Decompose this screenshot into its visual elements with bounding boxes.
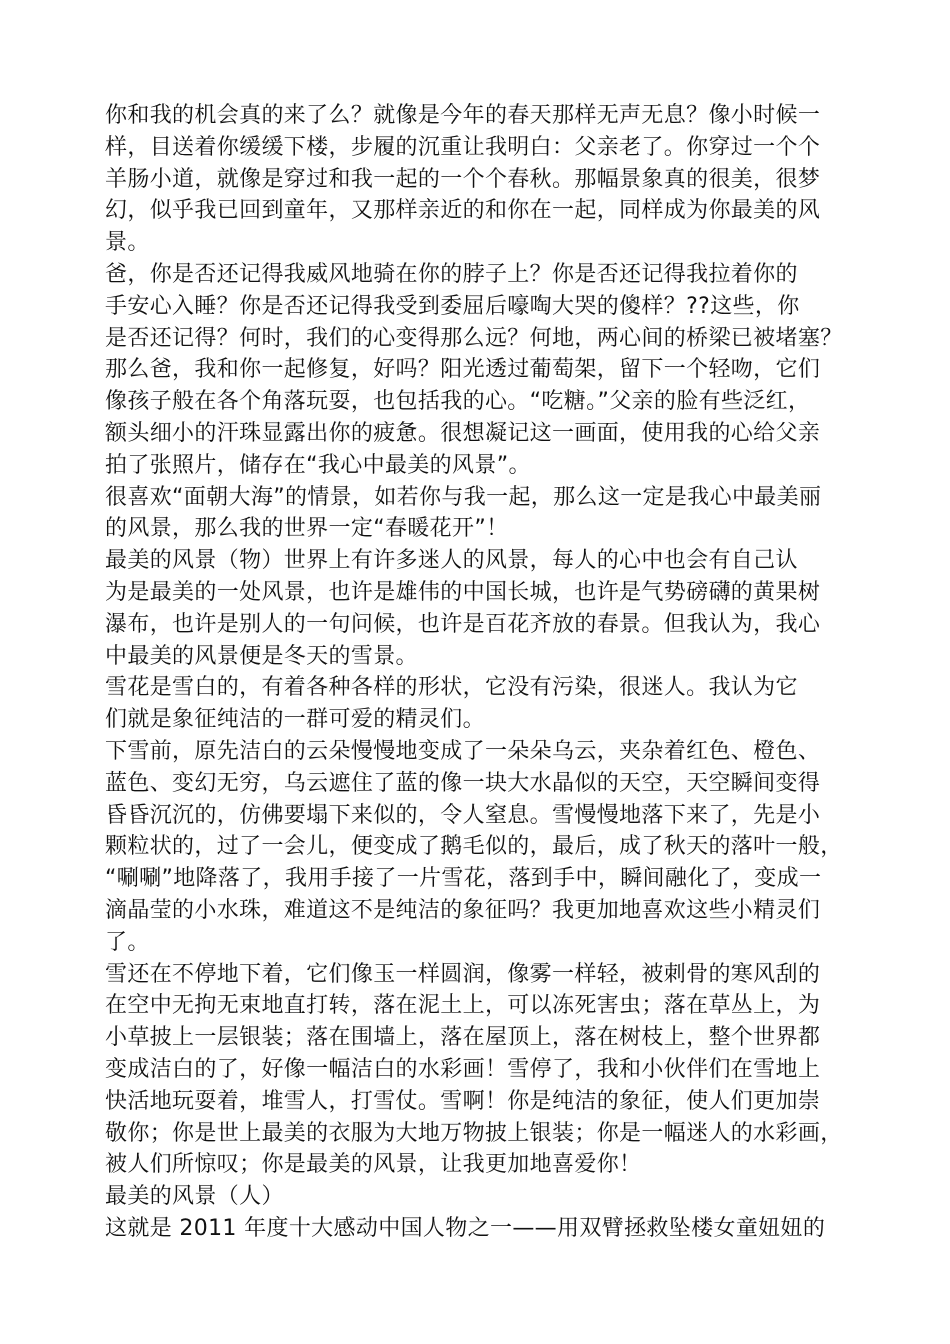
- text-line: 敬你；你是世上最美的衣服为大地万物披上银装；你是一幅迷人的水彩画，: [105, 1120, 843, 1146]
- text-line: 幻，似乎我已回到童年，又那样亲近的和你在一起，同样成为你最美的风: [105, 198, 821, 224]
- text-line: 额头细小的汗珠显露出你的疲惫。很想凝记这一画面，使用我的心给父亲: [105, 420, 821, 446]
- text-line: 的风景，那么我的世界一定“春暖花开”！: [105, 516, 509, 542]
- text-line: 昏昏沉沉的，仿佛要塌下来似的，令人窒息。雪慢慢地落下来了，先是小: [105, 802, 821, 828]
- text-line: 羊肠小道，就像是穿过和我一起的一个个春秋。那幅景象真的很美，很梦: [105, 166, 821, 192]
- text-line: 那么爸，我和你一起修复，好吗？阳光透过葡萄架，留下一个轻吻，它们: [105, 357, 821, 383]
- text-line: 拍了张照片，储存在“我心中最美的风景”。: [105, 452, 531, 478]
- text-line: 中最美的风景便是冬天的雪景。: [105, 643, 418, 669]
- text-line: 是否还记得？何时，我们的心变得那么远？何地，两心间的桥梁已被堵塞？: [105, 325, 843, 351]
- text-line: 手安心入睡？你是否还记得我受到委屈后嚎啕大哭的傻样？??这些，你: [105, 293, 800, 319]
- text-line: 了。: [105, 929, 150, 955]
- text-line: 小草披上一层银装；落在围墙上，落在屋顶上，落在树枝上，整个世界都: [105, 1025, 821, 1051]
- text-line: 为是最美的一处风景，也许是雄伟的中国长城，也许是气势磅礴的黄果树: [105, 579, 821, 605]
- text-line: 变成洁白的了，好像一幅洁白的水彩画！雪停了，我和小伙伴们在雪地上: [105, 1056, 821, 1082]
- text-line: 在空中无拘无束地直打转，落在泥土上，可以冻死害虫；落在草丛上，为: [105, 993, 821, 1019]
- text-line: 下雪前，原先洁白的云朵慢慢地变成了一朵朵乌云，夹杂着红色、橙色、: [105, 738, 821, 764]
- text-line: 样，目送着你缓缓下楼，步履的沉重让我明白：父亲老了。你穿过一个个: [105, 134, 821, 160]
- text-line: 被人们所惊叹；你是最美的风景，让我更加地喜爱你！: [105, 1152, 642, 1178]
- essay-text: [105, 100, 865, 1245]
- text-line: 雪还在不停地下着，它们像玉一样圆润，像雾一样轻，被刺骨的寒风刮的: [105, 961, 821, 987]
- text-line: 快活地玩耍着，堆雪人，打雪仗。雪啊！你是纯洁的象征，使人们更加崇: [105, 1088, 821, 1114]
- text-line: 雪花是雪白的，有着各种各样的形状，它没有污染，很迷人。我认为它: [105, 675, 798, 701]
- text-line: “唰唰”地降落了，我用手接了一片雪花，落到手中，瞬间融化了，变成一: [105, 866, 822, 892]
- text-line: 颗粒状的，过了一会儿，便变成了鹅毛似的，最后，成了秋天的落叶一般，: [105, 834, 843, 860]
- text-line: 最美的风景（物）世界上有许多迷人的风景，每人的心中也会有自己认: [105, 548, 798, 574]
- section-heading: 最美的风景（人）: [105, 1184, 284, 1210]
- text-line: 这就是 2011 年度十大感动中国人物之一——用双臂拯救坠楼女童妞妞的: [105, 1215, 826, 1241]
- text-line: 爸，你是否还记得我威风地骑在你的脖子上？你是否还记得我拉着你的: [105, 261, 798, 287]
- text-line: 景。: [105, 230, 150, 256]
- text-line: 你和我的机会真的来了么？就像是今年的春天那样无声无息？像小时候一: [105, 103, 821, 128]
- text-line: 像孩子般在各个角落玩耍，也包括我的心。“吃糖。”父亲的脸有些泛红，: [105, 389, 811, 415]
- text-line: 很喜欢“面朝大海”的情景，如若你与我一起，那么这一定是我心中最美丽: [105, 484, 822, 510]
- text-line: 们就是象征纯洁的一群可爱的精灵们。: [105, 707, 485, 733]
- text-line: 瀑布，也许是别人的一句问候，也许是百花齐放的春景。但我认为，我心: [105, 611, 821, 637]
- text-line: 蓝色、变幻无穷，乌云遮住了蓝的像一块大水晶似的天空，天空瞬间变得: [105, 770, 821, 796]
- text-line: 滴晶莹的小水珠，难道这不是纯洁的象征吗？我更加地喜欢这些小精灵们: [105, 897, 821, 923]
